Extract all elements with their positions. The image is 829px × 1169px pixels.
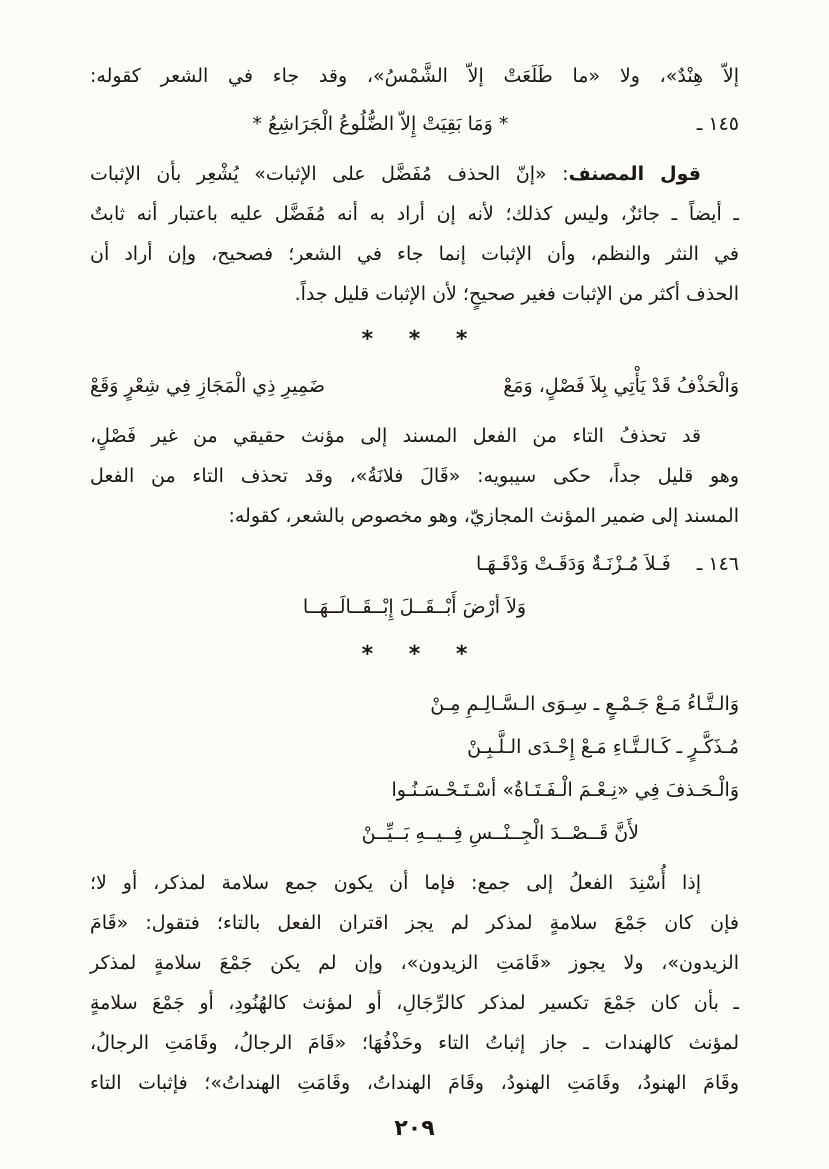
verse-hemistich: وَالْـحَـذفَ فِي «نِـعْـمَ الْـفَـتَـاةُ» أسْـتَـحْـسَـنُـوا — [391, 779, 739, 801]
verse-number: ١٤٥ ـ — [696, 113, 739, 135]
text-line — [90, 903, 739, 943]
section-separator: * * * — [361, 327, 468, 352]
verse-text: فَـلاَ مُـزْنَـةٌ وَدَقَـتْ وَدْقَـهَـا — [476, 553, 671, 575]
numbered-verse — [90, 102, 739, 146]
text-line — [90, 943, 739, 983]
text-line — [90, 983, 739, 1023]
text-segment: ـ بأن كان جَمْعَ تكسير لمذكر كالرِّجَالِ، أو لمؤنث كالهُنُودِ، أو جَمْعَ سلامةٍ — [90, 992, 739, 1014]
text-segment: فإن كان جَمْعَ سلامةٍ لمذكر لم يجز اقتران الفعل بالتاء؛ فتقول: «قَامَ — [90, 912, 739, 934]
section-separator: * * * — [361, 642, 468, 667]
verse-hemistich: وَالـتَّـاءُ مَـعْ جَـمْـعٍ ـ سِـوَى الـسَّـالِـمِ مِـنْ — [430, 693, 739, 715]
hemistich-right: وَالْحَذْفُ قَدْ يَأْتِي بِلاَ فَصْلٍ، وَمَعْ — [503, 375, 739, 397]
page-number: ٢٠٩ — [394, 1116, 435, 1141]
text-line — [90, 496, 739, 536]
paragraph — [90, 154, 739, 314]
text-line — [90, 1063, 739, 1103]
text-segment: إلاّ هِنْدٌ»، ولا «ما طَلَعَتْ إلاّ الشَّمْسُ»، وقد جاء في الشعر كقوله: — [90, 65, 739, 87]
text-segment: إذا أُسْنِدَ الفعلُ إلى جمع: فإما أن يكون جمع سلامة لمذكر، أو لا؛ — [90, 872, 701, 894]
text-segment: ـ أيضاً ـ جائزٌ، وليس كذلك؛ لأنه إن أراد به أنه مُفَضَّل عليه باعتبار أنه ثابتٌ — [90, 203, 739, 225]
text-segment: قد تحذفُ التاء من الفعل المسند إلى مؤنث حقيقي من غير فَصْلٍ، — [90, 425, 701, 447]
text-line — [90, 416, 739, 456]
text-segment: وقَامَ الهنودُ، وقَامَتِ الهنودُ، وقَامَ الهنداتُ، وقَامَتِ الهنداتُ»؛ فإثبات التاء — [90, 1072, 739, 1094]
text-segment: الحذف أكثر من الإثبات فغير صحيحٍ؛ لأن الإثبات قليل جداً. — [294, 283, 739, 305]
hemistich-left: ضَمِيرِ ذِي الْمَجَازِ فِي شِعْرٍ وَقَعْ — [90, 375, 326, 397]
bold-text: قول المصنف — [568, 163, 702, 185]
text-segment: : «إنّ الحذف مُفَضَّل على الإثبات» يُشْعِر بأن الإثبات — [90, 163, 569, 185]
numbered-verse — [90, 542, 739, 586]
text-line — [90, 234, 739, 274]
text-segment: الزيدون»، ولا يجوز «قَامَتِ الزيدون»، وإن لم يكن جَمْعَ سلامةٍ لمذكر — [90, 952, 739, 974]
text-line — [90, 456, 739, 496]
text-segment: المسند إلى ضمير المؤنث المجازيّ، وهو مخصوص بالشعر، كقوله: — [228, 505, 739, 527]
text-segment: وهو قليل جداً، حكى سيبويه: «قَالَ فلانَةُ»، وقد تحذف التاء من الفعل — [90, 465, 739, 487]
verse-hemistich: مُـذَكَّـرٍ ـ كَـالـتَّـاءِ مَـعْ إِحْـدَى الـلَّـبِـنْ — [467, 736, 739, 758]
text-line — [90, 274, 739, 314]
text-segment: لمؤنث كالهندات ـ جاز إثباتُ التاء وحَذْفُهَا؛ «قَامَ الرجالُ، وقَامَتِ الرجالُ، — [90, 1032, 739, 1054]
paragraph — [90, 416, 739, 536]
text-line — [90, 863, 739, 903]
text-blocks — [90, 56, 739, 1103]
verse-number: ١٤٦ ـ — [696, 553, 739, 575]
text-line — [90, 1023, 739, 1063]
text-segment: في النثر والنظم، وأن الإثبات إنما جاء في الشعر؛ فصحيح، وإن أراد أن — [90, 243, 739, 265]
verse-hemistich: وَلاَ أرْضَ أَبْــقَــلَ إِبْــقَــالَــهَــا — [302, 596, 527, 618]
paragraph — [90, 863, 739, 1103]
text-line — [90, 56, 739, 96]
verse-line — [90, 364, 739, 408]
paragraph — [90, 56, 739, 96]
text-line — [90, 194, 739, 234]
verse-hemistich: لأَنَّ قَــصْــدَ الْجِــنْــسِ فِــيــهِ بَــيِّــنْ — [361, 822, 639, 844]
text-line — [90, 154, 739, 194]
verse-text: * وَمَا بَقِيَتْ إِلاّ الضُّلُوعُ الْجَرَاشِعُ * — [252, 113, 509, 135]
